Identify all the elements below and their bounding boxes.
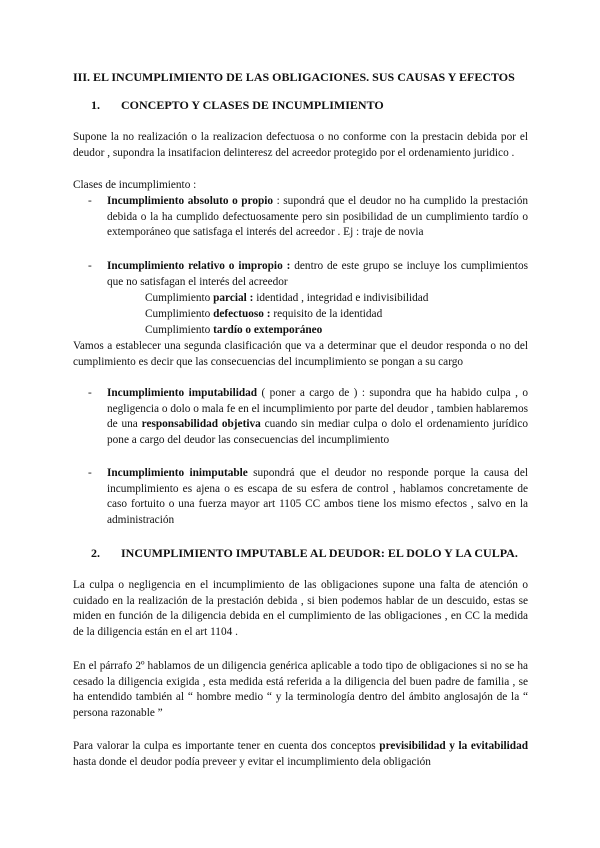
sub-item-prefix: Cumplimiento <box>145 292 214 304</box>
bullet-marker: - <box>88 195 92 207</box>
bullet-imputable-text2: cuando sin mediar culpa o dolo el ordenamiento jurídico pone a cargo del deudor las consecuencias del incumplimiento <box>107 418 529 446</box>
bullet-imputable-text: ( poner a cargo de ) : supondra que ha habido culpa , o negligencia o dolo o mala fe en el incumplimiento por parte del deudor , tambien hablaremos de una <box>107 387 529 431</box>
culpa-paragraph: La culpa o negligencia en el incumplimiento de las obligaciones supone una falta de atención o cuidado en la realización de la prestación debida , si bien podemos hablar de un descuido, estas se miden en función de la diligencia debida en el cumplimiento de las obligaciones , en CC la medida de la diligencia están en el art 1104 . <box>73 579 528 638</box>
sub-item-text: identidad , integridad e indivisibilidad <box>253 292 429 304</box>
subsection-title: CONCEPTO Y CLASES DE INCUMPLIMIENTO <box>121 98 384 112</box>
section-heading-text: III. EL INCUMPLIMIENTO DE LAS OBLIGACIONES. SUS CAUSAS Y EFECTOS <box>73 70 515 84</box>
subsection-number: 1. <box>91 98 100 112</box>
sub-item-tardio <box>145 323 322 339</box>
sub-item-term: defectuoso : <box>213 308 271 320</box>
valorar-text2: hasta donde el deudor podía preveer y evitar el incumplimiento dela obligación <box>73 755 431 768</box>
bullet-imputable-term2: responsabilidad objetiva <box>141 418 261 431</box>
bullet-relativo <box>107 259 528 290</box>
sub-item-text: requisito de la identidad <box>270 308 383 320</box>
bullet-relativo-term: Incumplimiento relativo o impropio : <box>107 260 291 272</box>
bullet-imputable-term: Incumplimiento imputabilidad <box>107 387 258 399</box>
bullet-marker: - <box>88 260 92 272</box>
sub-item-prefix: Cumplimiento <box>145 324 214 336</box>
sub-item-term: tardío o extemporáneo <box>213 324 323 336</box>
bullet-imputable <box>107 386 528 448</box>
segunda-clasificacion-paragraph: Vamos a establecer una segunda clasificación que va a determinar que el deudor responda o no del cumplimiento es decir que las consecuencias del incumplimiento se pongan a su cargo <box>73 340 528 368</box>
bullet-absoluto-text: : supondrá que el deudor no ha cumplido la prestación debida o la ha cumplido defectuosamente pero sin posibilidad de un cumplimiento tardío o extemporáneo que satisfaga el interés del acreedor . Ej : traje de novia <box>107 195 528 239</box>
bullet-marker: - <box>88 387 92 399</box>
valorar-text: Para valorar la culpa es importante tener en cuenta dos conceptos <box>73 740 380 752</box>
clases-label: Clases de incumplimiento : <box>73 179 197 191</box>
bullet-absoluto-term: Incumplimiento absoluto o propio <box>107 195 274 207</box>
subsection-heading-2 <box>91 546 546 562</box>
sub-item-parcial <box>145 291 428 307</box>
valorar-paragraph <box>73 739 528 770</box>
sub-item-term: parcial : <box>213 292 254 304</box>
section-heading <box>73 70 528 86</box>
subsection-number: 2. <box>91 546 100 560</box>
bullet-inimputable <box>107 466 528 528</box>
intro-paragraph: Supone la no realización o la realizacion defectuosa o no conforme con la prestacin debida por el deudor , supondra la insatifacion delinteresz del acreedor protegido por el ordenamiento juridico . <box>73 131 528 159</box>
bullet-absoluto <box>107 194 528 241</box>
subsection-title: INCUMPLIMIENTO IMPUTABLE AL DEUDOR: EL DOLO Y LA CULPA. <box>121 546 518 560</box>
sub-item-prefix: Cumplimiento <box>145 308 214 320</box>
parrafo2-paragraph: En el párrafo 2º hablamos de un diligencia genérica aplicable a todo tipo de obligaciones si no se ha cesado la diligencia exigida , esta medida está referida a la diligencia del buen padre de familia , se ha entendido también al “ hombre medio “ y la terminología dentro del ámbito anglosajón de la “ persona razonable ” <box>73 660 528 719</box>
subsection-heading-1 <box>91 98 546 114</box>
bullet-inimputable-term: Incumplimiento inimputable <box>107 467 248 479</box>
bullet-relativo-text: dentro de este grupo se incluye los cumplimientos que no satisfagan el interés del acreedor <box>107 260 528 288</box>
valorar-term: previsibilidad y la evitabilidad <box>379 740 528 752</box>
sub-item-defectuoso <box>145 307 382 323</box>
bullet-inimputable-text: supondrá que el deudor no responde porque la causa del incumplimiento es ajena o es escapa de su esfera de control , hablamos concretamente de caso fortuito o una fuerza mayor art 1105 CC ambos tiene los mismo efectos , salvo en la administración <box>107 467 528 526</box>
bullet-marker: - <box>88 467 92 479</box>
